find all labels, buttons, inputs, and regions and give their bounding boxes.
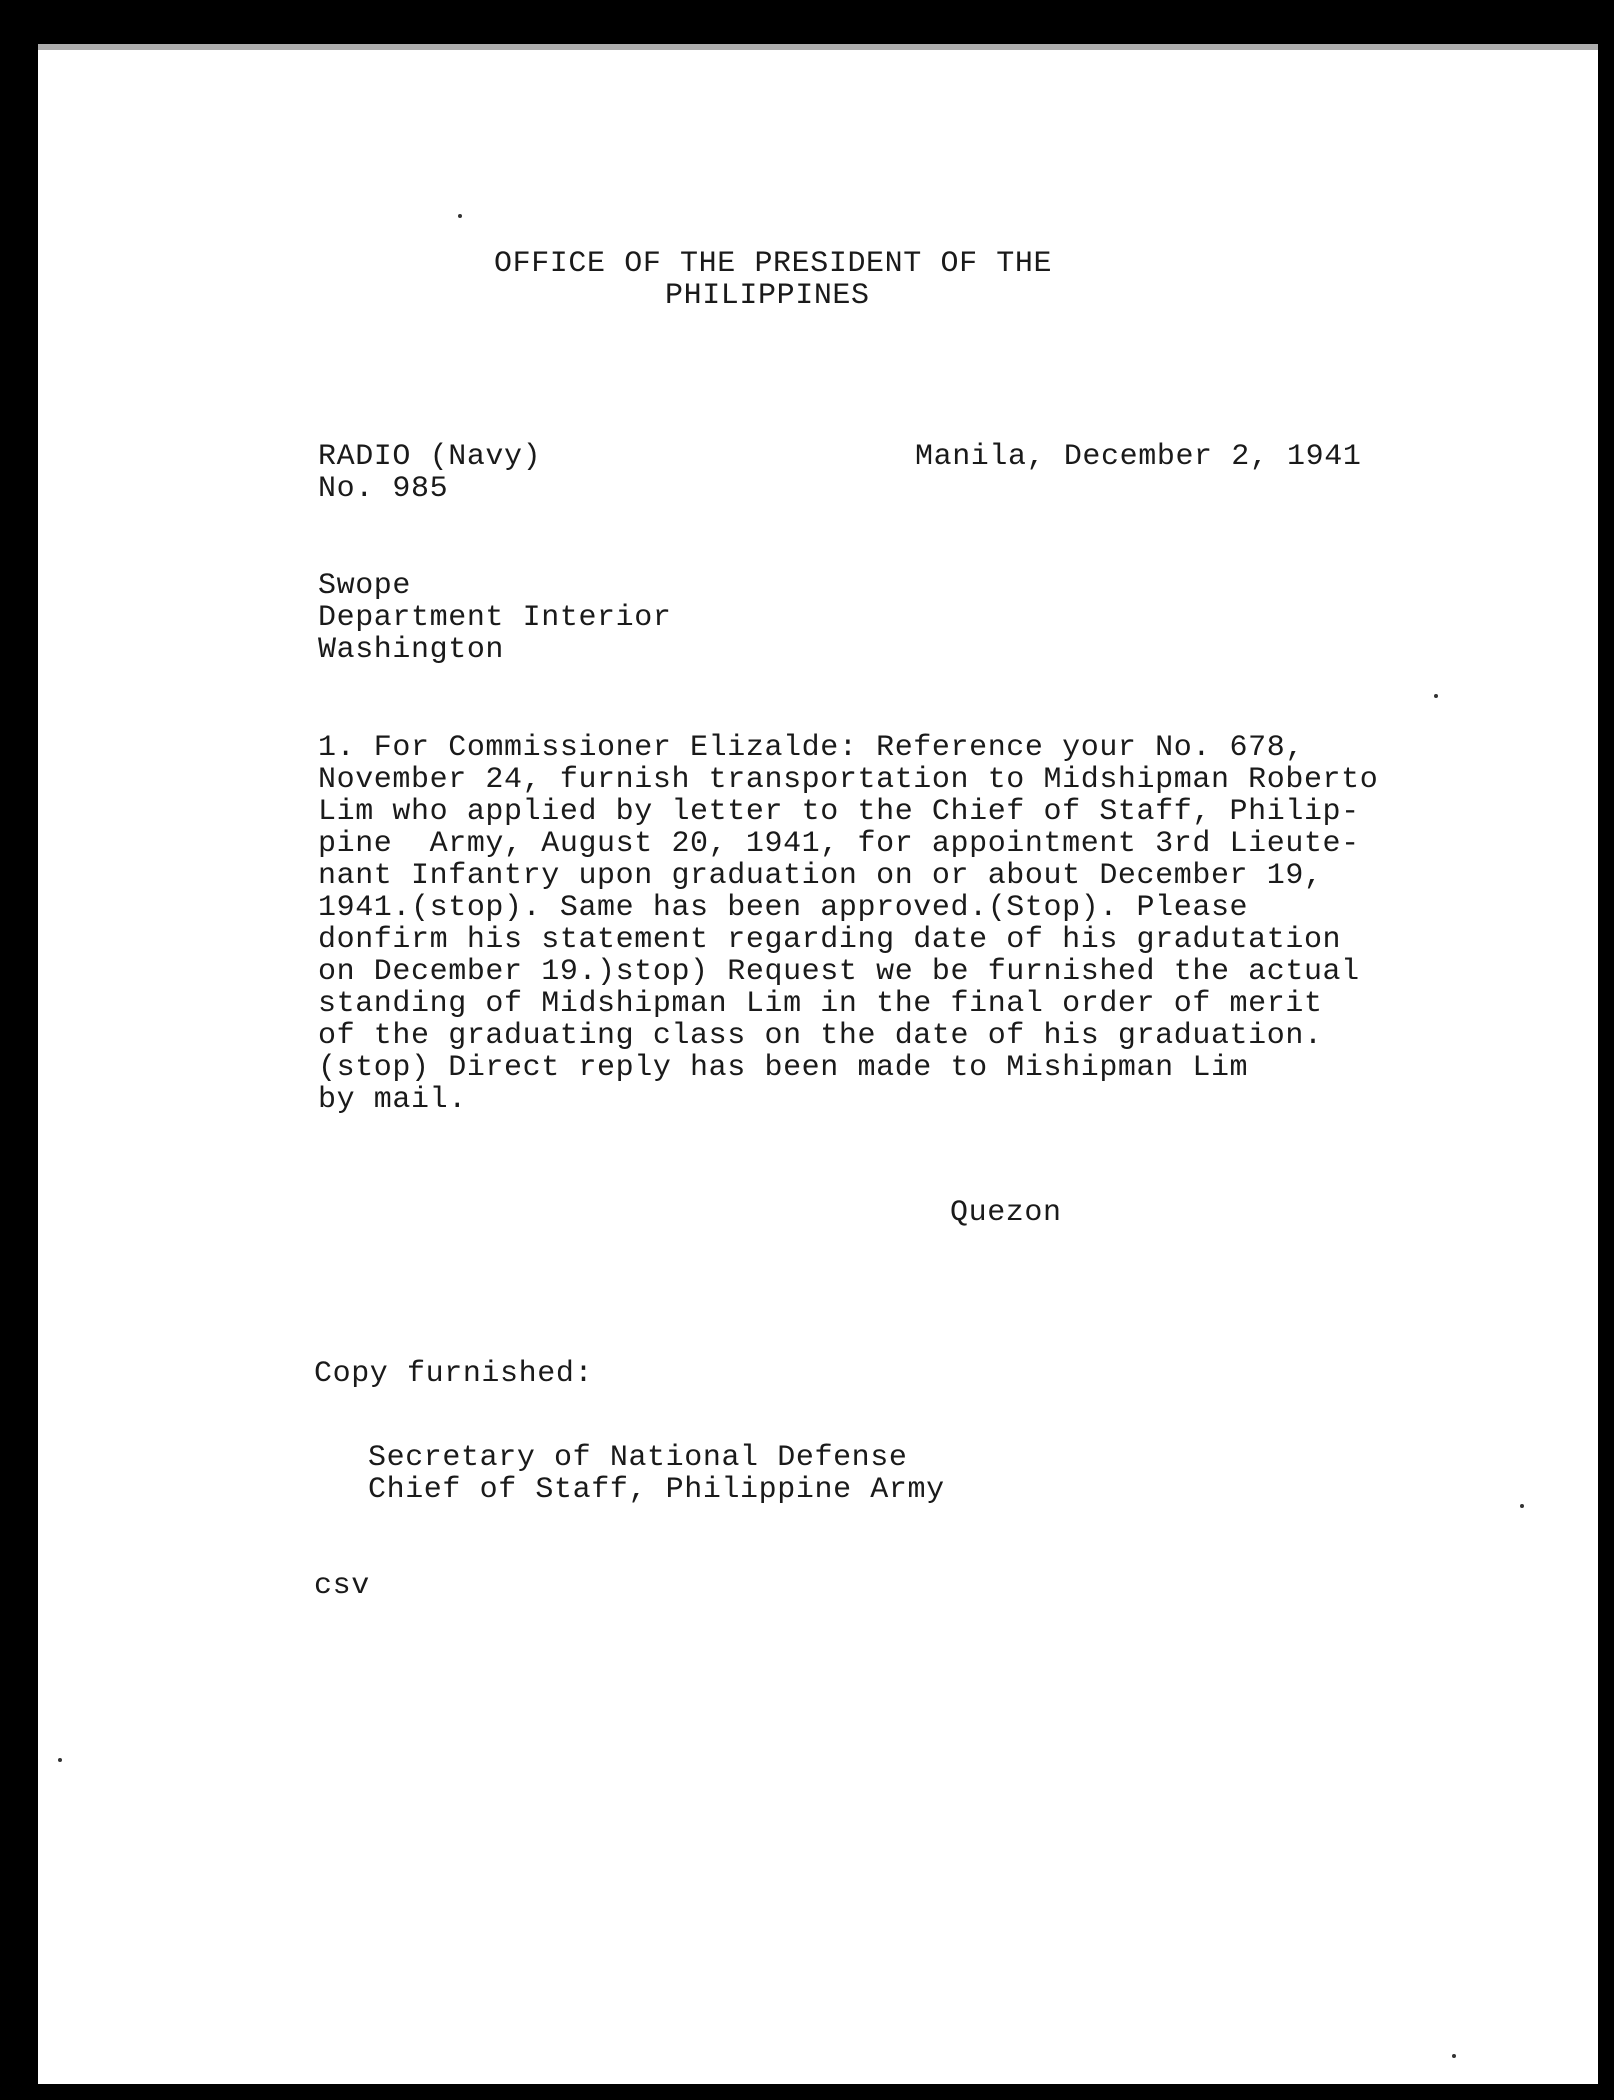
body-line-9: standing of Midshipman Lim in the final order of merit <box>318 987 1323 1021</box>
radio-label: RADIO (Navy) <box>318 440 542 474</box>
signature: Quezon <box>950 1196 1062 1230</box>
document-sheet <box>38 44 1598 2084</box>
typist-initials: csv <box>314 1569 370 1603</box>
body-line-4: pine Army, August 20, 1941, for appointment 3rd Lieute- <box>318 827 1360 861</box>
scan-speck <box>1434 694 1438 698</box>
paper-top-edge <box>38 44 1598 50</box>
addressee-line-3: Washington <box>318 633 505 667</box>
body-line-11: (stop) Direct reply has been made to Mishipman Lim <box>318 1051 1249 1085</box>
body-line-5: nant Infantry upon graduation on or about December 19, <box>318 859 1323 893</box>
body-line-6: 1941.(stop). Same has been approved.(Stop). Please <box>318 891 1249 925</box>
body-line-10: of the graduating class on the date of his graduation. <box>318 1019 1323 1053</box>
copy-furnished-label: Copy furnished: <box>314 1357 594 1391</box>
body-line-2: November 24, furnish transportation to Midshipman Roberto <box>318 763 1379 797</box>
addressee-line-1: Swope <box>318 569 412 603</box>
scan-speck <box>1520 1504 1524 1508</box>
header-line-2: PHILIPPINES <box>665 279 870 313</box>
body-line-1: 1. For Commissioner Elizalde: Reference your No. 678, <box>318 731 1304 765</box>
scan-speck <box>458 214 462 218</box>
addressee-line-2: Department Interior <box>318 601 672 635</box>
copy-recipient-2: Chief of Staff, Philippine Army <box>368 1473 945 1507</box>
body-line-7: donfirm his statement regarding date of his gradutation <box>318 923 1342 957</box>
radio-number: No. 985 <box>318 472 449 506</box>
copy-recipient-1: Secretary of National Defense <box>368 1441 908 1475</box>
scan-speck <box>1452 2054 1456 2058</box>
body-line-8: on December 19.)stop) Request we be furnished the actual <box>318 955 1360 989</box>
scan-speck <box>58 1758 62 1762</box>
header-line-1: OFFICE OF THE PRESIDENT OF THE <box>494 247 1053 281</box>
body-line-12: by mail. <box>318 1083 467 1117</box>
place-date: Manila, December 2, 1941 <box>915 440 1362 474</box>
body-line-3: Lim who applied by letter to the Chief of Staff, Philip- <box>318 795 1360 829</box>
